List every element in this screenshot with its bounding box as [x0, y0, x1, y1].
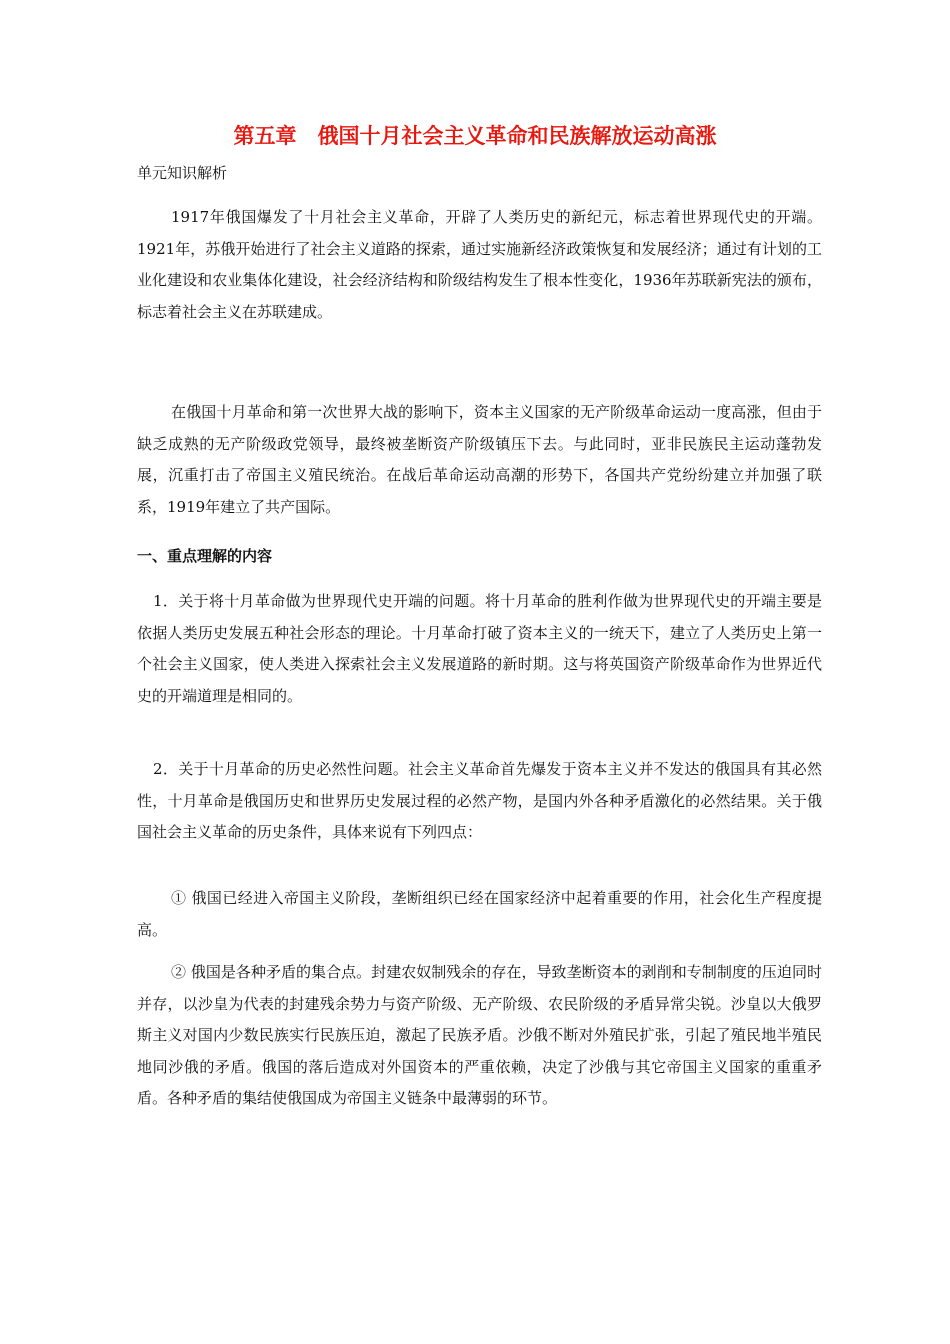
section-heading: 一、重点理解的内容: [137, 547, 273, 565]
chapter-title: 第五章 俄国十月社会主义革命和民族解放运动高涨: [233, 123, 717, 148]
point-1-paragraph: 1．关于将十月革命做为世界现代史开端的问题。将十月革命的胜利作做为世界现代史的开端主要是依据人类历史发展五种社会形态的理论。十月革命打破了资本主义的一统天下，建立了人类历史上第一个社会主义国家，使人类进入探索社会主义发展道路的新时期。这与将英国资产阶级革命作为世界近代史的开端道理是相同的。: [137, 592, 822, 705]
intro-paragraph-2: 在俄国十月革命和第一次世界大战的影响下，资本主义国家的无产阶级革命运动一度高涨，但由于缺乏成熟的无产阶级政党领导，最终被垄断资产阶级镇压下去。与此同时，亚非民族民主运动蓬勃发展，沉重打击了帝国主义殖民统治。在战后革命运动高潮的形势下，各国共产党纷纷建立并加强了联系，1919年建立了共产国际。: [137, 403, 822, 516]
sub-point-2-paragraph: ② 俄国是各种矛盾的集合点。封建农奴制残余的存在，导致垄断资本的剥削和专制制度的压迫同时并存，以沙皇为代表的封建残余势力与资产阶级、无产阶级、农民阶级的矛盾异常尖锐。沙皇以大俄罗斯主义对国内少数民族实行民族压迫，激起了民族矛盾。沙俄不断对外殖民扩张，引起了殖民地半殖民地同沙俄的矛盾。俄国的落后造成对外国资本的严重依赖，决定了沙俄与其它帝国主义国家的重重矛盾。各种矛盾的集结使俄国成为帝国主义链条中最薄弱的环节。: [137, 963, 822, 1107]
unit-subheading: 单元知识解析: [137, 164, 228, 182]
point-2-paragraph: 2．关于十月革命的历史必然性问题。社会主义革命首先爆发于资本主义并不发达的俄国具有其必然性，十月革命是俄国历史和世界历史发展过程的必然产物，是国内外各种矛盾激化的必然结果。关于俄国社会主义革命的历史条件，具体来说有下列四点：: [137, 760, 822, 841]
intro-paragraph-1: 1917年俄国爆发了十月社会主义革命，开辟了人类历史的新纪元，标志着世界现代史的开端。1921年，苏俄开始进行了社会主义道路的探索，通过实施新经济政策恢复和发展经济；通过有计划的工业化建设和农业集体化建设，社会经济结构和阶级结构发生了根本性变化，1936年苏联新宪法的颁布，标志着社会主义在苏联建成。: [137, 208, 822, 321]
sub-point-1-paragraph: ① 俄国已经进入帝国主义阶段，垄断组织已经在国家经济中起着重要的作用，社会化生产程度提高。: [137, 889, 822, 939]
